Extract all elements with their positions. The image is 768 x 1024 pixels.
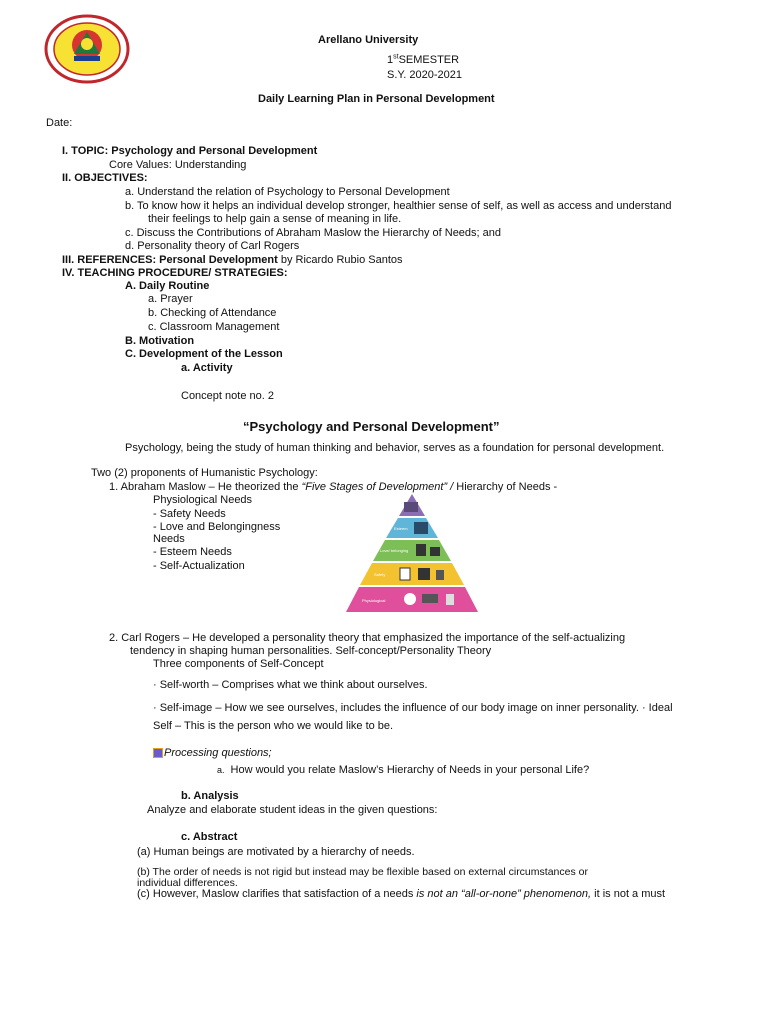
abstract-b-line2: individual differences.	[137, 877, 238, 889]
objectives-heading: II. OBJECTIVES:	[62, 172, 148, 184]
abstract-b-line1: (b) The order of needs is not rigid but instead may be flexible based on external circumstances or	[137, 866, 588, 878]
abstract-c	[137, 888, 665, 901]
abstract-c-suffix: it is not a must	[591, 888, 666, 900]
pyramid-label-physiological: Physiological	[362, 598, 386, 603]
objective-d: d. Personality theory of Carl Rogers	[125, 240, 300, 252]
processing-label: Processing questions;	[164, 747, 272, 759]
semester-number: 1	[387, 54, 394, 66]
pyramid-label-love: Love/ belonging	[380, 548, 409, 553]
pyramid-label-safety: Safety	[374, 572, 386, 577]
concept-note: Concept note no. 2	[181, 390, 274, 402]
university-seal-logo	[44, 14, 130, 84]
maslow-prefix: 1. Abraham Maslow – He theorized the	[109, 481, 302, 493]
procedure-heading: IV. TEACHING PROCEDURE/ STRATEGIES:	[62, 267, 288, 279]
proponents-heading: Two (2) proponents of Humanistic Psychology:	[91, 467, 318, 479]
concept-title: “Psychology and Personal Development”	[243, 419, 500, 434]
routine-prayer: a. Prayer	[148, 293, 193, 305]
self-image: · Self-image – How we see ourselves, includes the influence of our body image on inner personality. · Ideal	[153, 702, 673, 714]
concept-intro: Psychology, being the study of human thinking and behavior, serves as a foundation for personal development.	[125, 442, 665, 454]
maslow-italic: “Five Stages of Development” /	[301, 481, 454, 493]
need-item: - Love and Belongingness	[153, 521, 281, 533]
need-item: - Safety Needs	[153, 508, 226, 520]
references	[62, 254, 403, 267]
university-name: Arellano University	[318, 34, 419, 46]
need-item: Physiological Needs	[153, 494, 253, 506]
puzzle-icon	[153, 748, 163, 758]
three-components: Three components of Self-Concept	[153, 658, 324, 670]
analysis-heading: b. Analysis	[181, 790, 239, 802]
abstract-heading: c. Abstract	[181, 831, 238, 843]
abstract-a: (a) Human beings are motivated by a hierarchy of needs.	[137, 846, 415, 858]
need-item: Needs	[153, 533, 185, 545]
rogers-line2: tendency in shaping human personalities. Self-concept/Personality Theory	[130, 645, 492, 657]
question-a	[217, 764, 589, 777]
semester	[387, 54, 459, 67]
date-label: Date:	[46, 117, 73, 129]
semester-superscript: st	[393, 53, 399, 61]
objective-a: a. Understand the relation of Psychology to Personal Development	[125, 186, 450, 198]
maslow-pyramid-image	[334, 492, 490, 614]
activity: a. Activity	[181, 362, 233, 374]
rogers-line1: 2. Carl Rogers – He developed a personality theory that emphasized the importance of the self-actualizing	[109, 632, 626, 644]
references-label: III. REFERENCES: Personal Development	[62, 254, 278, 266]
abstract-c-italic: is not an “all-or-none” phenomenon,	[416, 888, 592, 900]
objective-b-line2: their feelings to help gain a sense of meaning in life.	[148, 213, 402, 225]
core-values: Core Values: Understanding	[109, 159, 247, 171]
routine-attendance: b. Checking of Attendance	[148, 307, 277, 319]
daily-routine: A. Daily Routine	[125, 280, 210, 292]
ideal-self: Self – This is the person who we would like to be.	[153, 720, 394, 732]
topic-heading: I. TOPIC: Psychology and Personal Development	[62, 145, 318, 157]
self-worth: · Self-worth – Comprises what we think about ourselves.	[153, 679, 428, 691]
development-of-lesson: C. Development of the Lesson	[125, 348, 283, 360]
pyramid-label-esteem: Esteem	[394, 526, 408, 531]
motivation: B. Motivation	[125, 335, 195, 347]
question-a-letter: a.	[217, 765, 225, 775]
school-year: S.Y. 2020-2021	[387, 69, 463, 81]
question-a-text: How would you relate Maslow’s Hierarchy of Needs in your personal Life?	[230, 764, 590, 776]
need-item: - Esteem Needs	[153, 546, 232, 558]
objective-c: c. Discuss the Contributions of Abraham Maslow the Hierarchy of Needs; and	[125, 227, 502, 239]
routine-classroom: c. Classroom Management	[148, 321, 280, 333]
need-item: - Self-Actualization	[153, 560, 245, 572]
semester-word: SEMESTER	[398, 54, 460, 66]
maslow-suffix: Hierarchy of Needs -	[453, 481, 558, 493]
analysis-text: Analyze and elaborate student ideas in the given questions:	[147, 804, 438, 816]
plan-title: Daily Learning Plan in Personal Development	[258, 93, 495, 105]
references-author: by Ricardo Rubio Santos	[277, 254, 403, 266]
processing-questions	[153, 747, 272, 760]
objective-b-line1: b. To know how it helps an individual develop stronger, healthier sense of self, as well as access and understand	[125, 200, 672, 212]
abstract-c-prefix: (c) However, Maslow clarifies that satisfaction of a needs	[137, 888, 417, 900]
